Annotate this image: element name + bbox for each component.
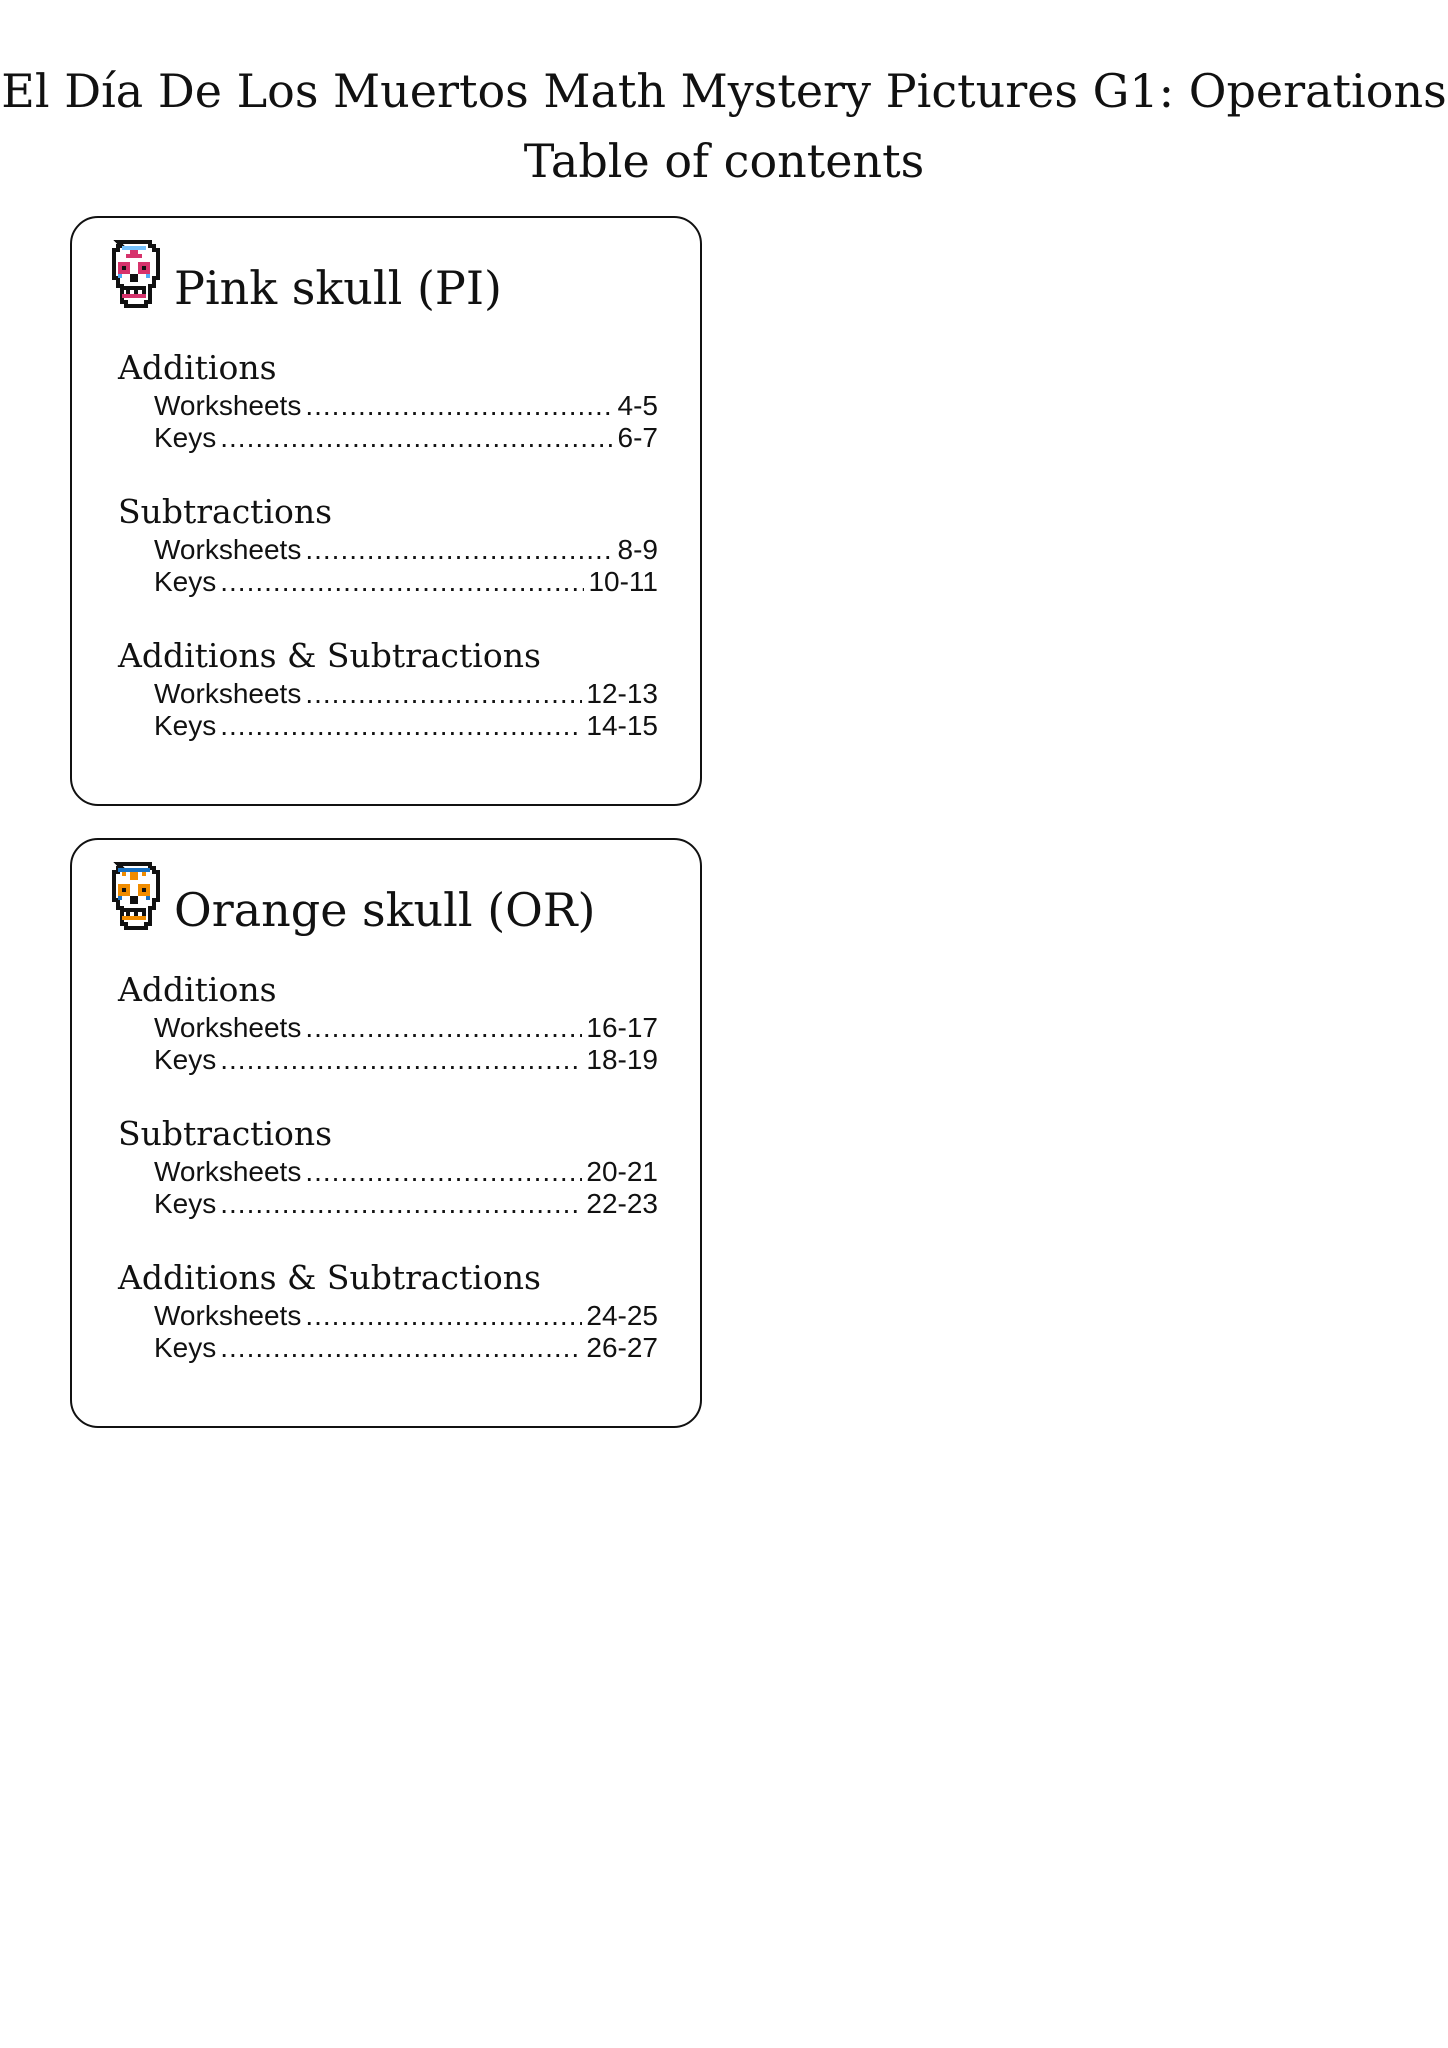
entry-label: Keys <box>154 1044 217 1075</box>
entry-label: Worksheets <box>154 390 302 421</box>
entry-label: Worksheets <box>154 1156 302 1187</box>
dot-leader <box>305 390 613 422</box>
entry-pages: 14-15 <box>586 710 658 741</box>
toc-entry-keys[interactable] <box>154 1188 658 1220</box>
entry-pages: 24-25 <box>586 1300 658 1331</box>
toc-section-additions <box>118 968 658 1076</box>
dot-leader <box>220 710 582 742</box>
card-title: Pink skull (PI) <box>174 261 502 315</box>
toc-section-additions-subtractions <box>118 634 658 742</box>
toc-section-subtractions <box>118 490 658 598</box>
toc-section-subtractions <box>118 1112 658 1220</box>
toc-entry-keys[interactable] <box>154 422 658 454</box>
toc-entry-worksheets[interactable] <box>154 1300 658 1332</box>
dot-leader <box>305 678 582 710</box>
section-heading: Additions & Subtractions <box>118 636 541 675</box>
entry-label: Keys <box>154 1188 217 1219</box>
toc-entry-keys[interactable] <box>154 1332 658 1364</box>
entry-label: Keys <box>154 566 217 597</box>
toc-entry-worksheets[interactable] <box>154 390 658 422</box>
toc-entry-keys[interactable] <box>154 566 658 598</box>
dot-leader <box>220 1044 582 1076</box>
toc-entry-keys[interactable] <box>154 710 658 742</box>
section-heading: Subtractions <box>118 1114 333 1153</box>
toc-card-orange-skull <box>70 838 702 1428</box>
toc-entry-worksheets[interactable] <box>154 534 658 566</box>
orange-sugar-skull-icon <box>106 860 162 932</box>
entry-pages: 10-11 <box>588 566 658 597</box>
card-title: Orange skull (OR) <box>174 883 596 937</box>
entry-label: Keys <box>154 422 217 453</box>
dot-leader <box>220 422 613 454</box>
section-heading: Subtractions <box>118 492 333 531</box>
entry-label: Keys <box>154 1332 217 1363</box>
entry-pages: 18-19 <box>586 1044 658 1075</box>
dot-leader <box>305 1012 582 1044</box>
toc-entry-worksheets[interactable] <box>154 1156 658 1188</box>
dot-leader <box>220 1332 582 1364</box>
dot-leader <box>220 1188 582 1220</box>
entry-pages: 6-7 <box>617 422 658 453</box>
document-subtitle: Table of contents <box>523 134 925 188</box>
entry-label: Worksheets <box>154 534 302 565</box>
toc-section-additions <box>118 346 658 454</box>
entry-pages: 20-21 <box>586 1156 658 1187</box>
pink-sugar-skull-icon <box>106 238 162 310</box>
entry-label: Worksheets <box>154 678 302 709</box>
dot-leader <box>305 1300 582 1332</box>
entry-pages: 26-27 <box>586 1332 658 1363</box>
toc-entry-keys[interactable] <box>154 1044 658 1076</box>
entry-pages: 12-13 <box>586 678 658 709</box>
entry-label: Worksheets <box>154 1012 302 1043</box>
toc-entry-worksheets[interactable] <box>154 678 658 710</box>
entry-pages: 22-23 <box>586 1188 658 1219</box>
entry-pages: 4-5 <box>617 390 658 421</box>
section-heading: Additions <box>118 348 277 387</box>
document-title: El Día De Los Muertos Math Mystery Pictures G1: Operations <box>1 64 1447 118</box>
entry-pages: 16-17 <box>586 1012 658 1043</box>
toc-entry-worksheets[interactable] <box>154 1012 658 1044</box>
dot-leader <box>305 1156 582 1188</box>
toc-section-additions-subtractions <box>118 1256 658 1364</box>
dot-leader <box>305 534 613 566</box>
toc-card-pink-skull <box>70 216 702 806</box>
section-heading: Additions <box>118 970 277 1009</box>
section-heading: Additions & Subtractions <box>118 1258 541 1297</box>
entry-label: Keys <box>154 710 217 741</box>
entry-label: Worksheets <box>154 1300 302 1331</box>
dot-leader <box>220 566 584 598</box>
entry-pages: 8-9 <box>617 534 658 565</box>
